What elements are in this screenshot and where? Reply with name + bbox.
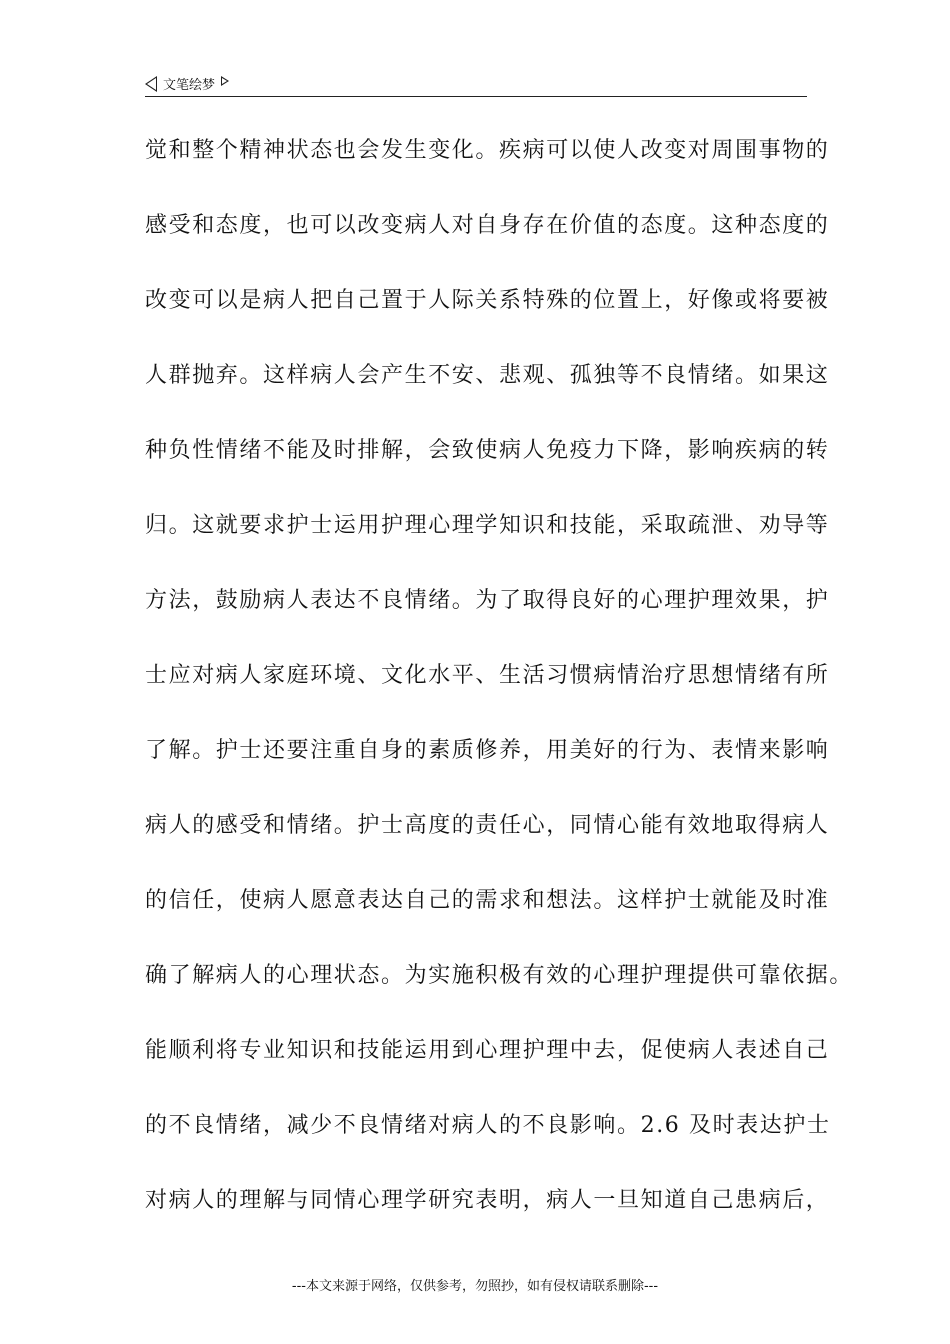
triangle-right-icon [221, 76, 229, 86]
page-footer: ---本文来源于网络，仅供参考，勿照抄，如有侵权请联系删除--- [291, 1279, 659, 1294]
text-line: 归。这就要求护士运用护理心理学知识和技能，采取疏泄、劝导等 [145, 513, 830, 538]
text-line: 觉和整个精神状态也会发生变化。疾病可以使人改变对周围事物的 [145, 138, 830, 163]
text-line: 方法，鼓励病人表达不良情绪。为了取得良好的心理护理效果，护 [145, 588, 830, 613]
text-line: 人群抛弃。这样病人会产生不安、悲观、孤独等不良情绪。如果这 [145, 363, 830, 388]
header-title: 文笔绘梦 [163, 78, 216, 93]
text-line: 士应对病人家庭环境、文化水平、生活习惯病情治疗思想情绪有所 [145, 663, 830, 688]
text-line: 能顺利将专业知识和技能运用到心理护理中去，促使病人表述自己 [145, 1038, 830, 1063]
text-line: 确了解病人的心理状态。为实施积极有效的心理护理提供可靠依据。 [145, 963, 854, 988]
text-line: 改变可以是病人把自己置于人际关系特殊的位置上，好像或将要被 [145, 288, 830, 313]
header-divider [145, 96, 807, 97]
text-line: 的信任，使病人愿意表达自己的需求和想法。这样护士就能及时准 [145, 888, 830, 913]
text-line: 的不良情绪，减少不良情绪对病人的不良影响。2.6 及时表达护士 [145, 1113, 831, 1138]
text-line: 病人的感受和情绪。护士高度的责任心，同情心能有效地取得病人 [145, 813, 830, 838]
text-line: 对病人的理解与同情心理学研究表明，病人一旦知道自己患病后， [145, 1188, 830, 1213]
body-text [145, 130, 854, 1255]
triangle-left-icon [145, 76, 157, 92]
page-header [145, 72, 807, 98]
header-row [145, 74, 229, 93]
text-line: 感受和态度，也可以改变病人对自身存在价值的态度。这种态度的 [145, 213, 830, 238]
text-line: 种负性情绪不能及时排解，会致使病人免疫力下降，影响疾病的转 [145, 438, 830, 463]
text-line: 了解。护士还要注重自身的素质修养，用美好的行为、表情来影响 [145, 738, 830, 763]
